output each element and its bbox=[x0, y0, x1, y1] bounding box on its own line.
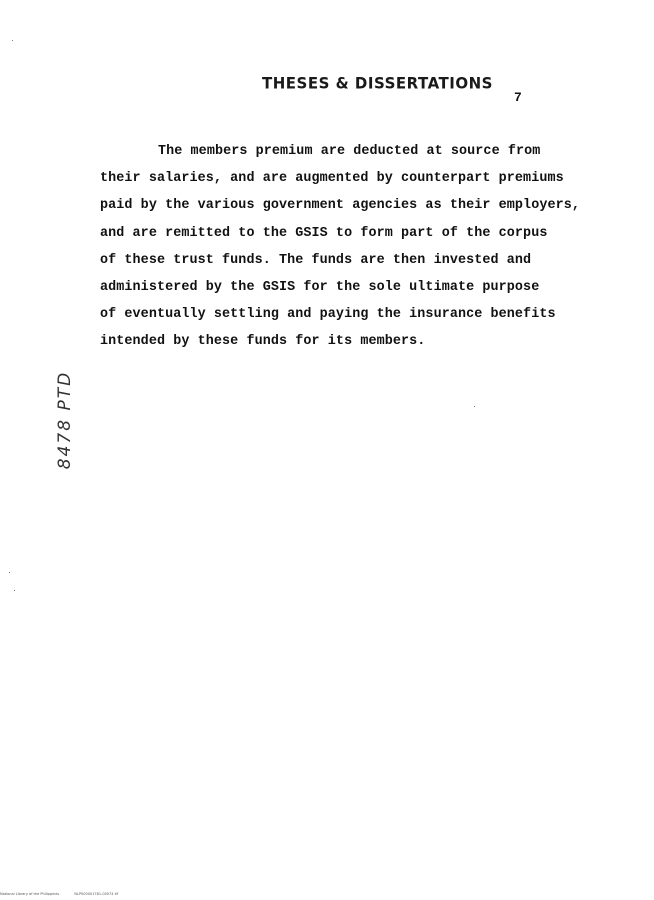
text-line: of eventually settling and paying the insurance benefits bbox=[100, 307, 556, 323]
text-line: and are remitted to the GSIS to form part of the corpus bbox=[100, 225, 548, 241]
scan-speck bbox=[12, 40, 13, 41]
text-line: their salaries, and are augmented by counterpart premiums bbox=[100, 171, 564, 187]
text-line: intended by these funds for its members. bbox=[100, 334, 426, 350]
handwritten-margin-note: 8478 PTD bbox=[55, 370, 76, 470]
page-number: 7 bbox=[514, 90, 522, 105]
text-line: The members premium are deducted at source from bbox=[158, 144, 541, 159]
text-line: administered by the GSIS for the sole ultimate purpose bbox=[100, 279, 540, 295]
theses-dissertations-stamp: THESES & DISSERTATIONS bbox=[262, 73, 493, 93]
text-line: paid by the various government agencies as their employers, bbox=[100, 198, 581, 214]
scan-speck bbox=[9, 572, 10, 573]
footer-library: National Library of the Philippines bbox=[0, 892, 60, 896]
body-paragraph bbox=[100, 140, 610, 358]
scan-speck bbox=[14, 590, 15, 591]
text-line: of these trust funds. The funds are then invested and bbox=[100, 252, 532, 268]
scan-footer bbox=[0, 892, 118, 896]
scan-speck bbox=[474, 406, 475, 407]
footer-code: NLP000001781-00074 tif bbox=[74, 892, 119, 896]
